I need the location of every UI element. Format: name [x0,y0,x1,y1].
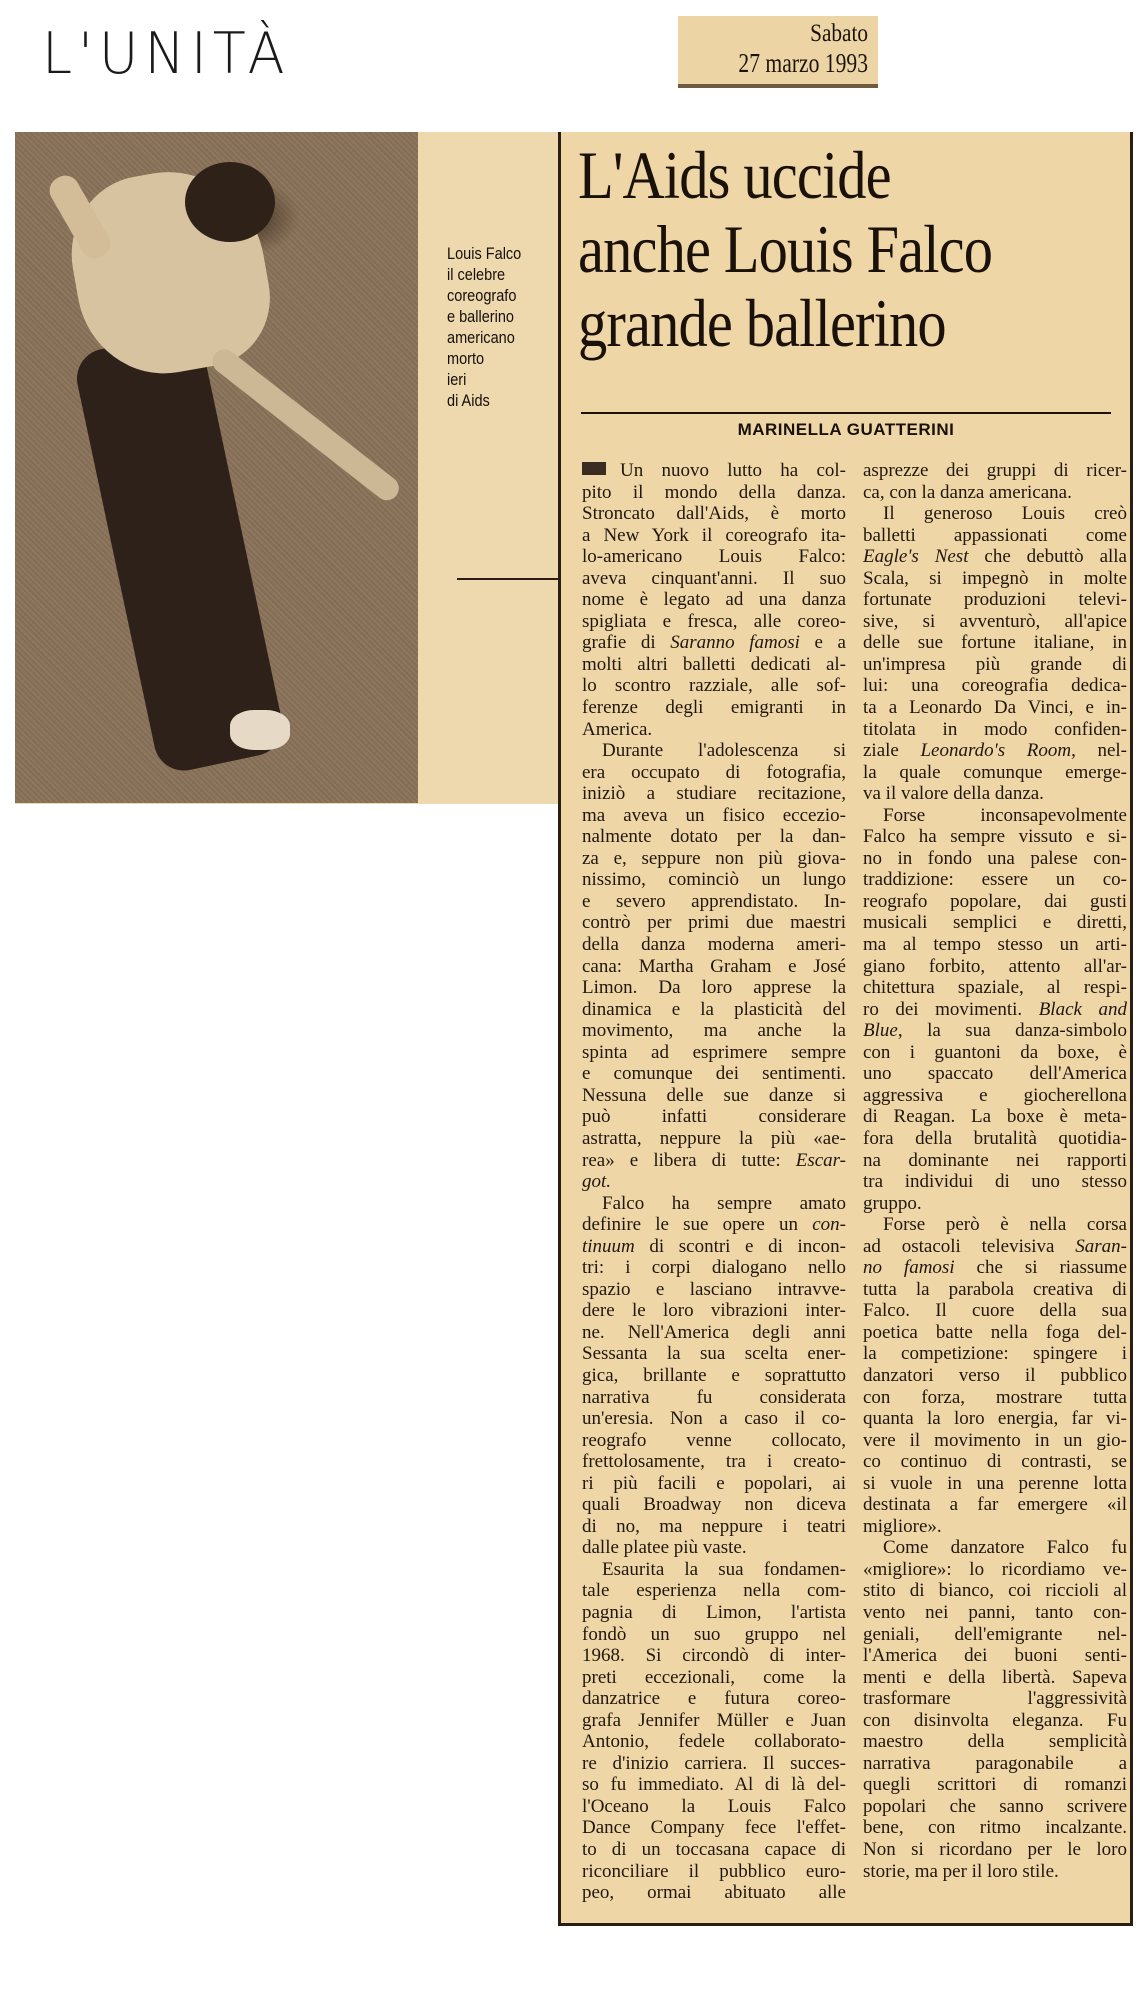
article-text-line: era occupato di fotografia, [582,761,846,783]
caption-line: morto [447,350,485,368]
article-text-line: migliore». [863,1515,942,1537]
article-text-line: grafa Jennifer Müller e Juan [582,1709,846,1731]
article-text-line: danzatori verso il pubblico [863,1364,1127,1386]
article-text-line: traddizione: essere un co- [863,869,1127,891]
article-text-line: movimento, ma anche la [582,1020,846,1042]
article-text-line: un'eresia. Non a caso il co- [582,1408,846,1430]
italic-title: Black and [1038,998,1127,1020]
article-text-line: di no, ma neppure i teatri [582,1515,846,1537]
article-text-line: spigliata e fresca, alle coreo- [582,610,846,632]
article-text-line: Falco. Il cuore della sua [863,1300,1127,1322]
date-clipping [678,16,878,88]
article-text-line: aveva cinquant'anni. Il suo [582,567,846,589]
article-text-line: menti e della libertà. Sapeva [863,1666,1127,1688]
italic-title: got. [582,1171,612,1193]
article-text-line: un'impresa più grande di [863,653,1127,675]
article-text-line: «migliore»: lo ricordiamo ve- [863,1558,1127,1580]
article-text-line: destinata a far emergere «il [863,1494,1127,1516]
article-text-line: con disinvolta eleganza. Fu [863,1709,1127,1731]
article-text-line: popolari che sanno scrivere [863,1795,1127,1817]
article-text-line: reografo popolare, dai gusti [863,890,1127,912]
italic-title: Escar- [795,1149,846,1171]
article-text-line: maestro della semplicità [863,1731,1127,1753]
article-text-line: rea» e libera di tutte: Escar- [582,1149,846,1171]
italic-title: tinuum [582,1235,635,1257]
headline-divider [581,412,1111,414]
article-text-line: con i guantoni da boxe, è [863,1041,1127,1063]
article-text-line: na dominante nei rapporti [863,1149,1127,1171]
article-text-line: delle sue fortune italiane, in [863,632,1127,654]
article-text-line: frettolosamente, tra i creato- [582,1451,846,1473]
lead-square-icon [582,462,606,475]
article-text-line: sive, si avventurò, all'apice [863,610,1127,632]
article-column-right [863,460,1127,1882]
caption-line: ieri [447,371,467,389]
article-text-line: ma aveva un fisico eccezio- [582,804,846,826]
article-text-line: Il generoso Louis creò [883,503,1127,525]
article-text-line: co continuo di contrasti, se [863,1451,1127,1473]
article-text-line: preti eccezionali, come la [582,1666,846,1688]
article-text-line: quegli scrittori di romanzi [863,1774,1127,1796]
article-text-line: bene, con ritmo incalzante. [863,1817,1127,1839]
article-text-line: ri più facili e popolari, ai [582,1472,846,1494]
article-text-line: so fu immediato. Al di là del- [582,1774,846,1796]
article-text-line: tutta la parabola creativa di [863,1278,1127,1300]
caption-line: il celebre [447,266,506,284]
headline-line: grande ballerino [578,285,946,361]
article-text-line: Forse inconsapevolmente [883,804,1127,826]
article-text-line: giano forbito, attento all'ar- [863,955,1127,977]
article-text-line: iniziò a studiare recitazione, [582,783,846,805]
italic-title: Eagle's Nest [863,546,969,568]
article-text-line: fora della brutalità quotidia- [863,1127,1127,1149]
article-text-line: di Reagan. La boxe è meta- [863,1106,1127,1128]
article-text-line: ro dei movimenti. Black and [863,998,1127,1020]
article-text-line: musicali semplici e diretti, [863,912,1127,934]
article-text-line: la competizione: spingere i [863,1343,1127,1365]
article-text-line: dere le loro vibrazioni inter- [582,1300,846,1322]
article-text-line: la quale comunque emerge- [863,761,1127,783]
article-text-line: gruppo. [863,1192,922,1214]
article-text-line: fondò un suo gruppo nel [582,1623,846,1645]
article-text-line: può infatti considerare [582,1106,846,1128]
article-text-line: ta a Leonardo Da Vinci, e in- [863,697,1127,719]
article-text-line: storie, ma per il loro stile. [863,1860,1059,1882]
article-text-line: reografo venne collocato, [582,1429,846,1451]
article-text-line: Sessanta la sua scelta ener- [582,1343,846,1365]
article-text-line: Scala, si impegnò in molte [863,567,1127,589]
article-text-line: re d'inizio carriera. Il succes- [582,1752,846,1774]
article-text-line: tra individui di uno stesso [863,1171,1127,1193]
italic-title: con- [812,1214,846,1236]
article-text-line: va il valore della danza. [863,783,1044,805]
date-full: 27 marzo 1993 [738,48,868,78]
article-text-line: lui: una coreografia dedica- [863,675,1127,697]
article-text-line: a New York il coreografo ita- [582,524,846,546]
article-text-line: vere il movimento in un gio- [863,1429,1127,1451]
article-text-line: Eagle's Nest che debuttò alla [863,546,1127,568]
article-text-line: poetica batte nella foga del- [863,1321,1127,1343]
article-text-line: gica, brillante e soprattutto [582,1364,846,1386]
article-text-line: balletti appassionati come [863,524,1127,546]
dancer-photo [15,132,418,803]
italic-title: Leonardo's Room [920,740,1072,762]
article-text-line: pagnia di Limon, l'artista [582,1601,846,1623]
date-day: Sabato [810,20,868,47]
article-text-line: fortunate produzioni televi- [863,589,1127,611]
article-text-line: cana: Martha Graham e José [582,955,846,977]
headline-line: anche Louis Falco [578,211,993,287]
article-text-line: geniali, dell'emigrante nel- [863,1623,1127,1645]
article-text-line: astratta, neppure la più «ae- [582,1127,846,1149]
article-text-line: Blue, la sua danza-simbolo [863,1020,1127,1042]
article-text-line: trasformare l'aggressività [863,1688,1127,1710]
article-text-line: l'Oceano la Louis Falco [582,1795,846,1817]
article-text-line: peo, ormai abituato alle [582,1882,846,1904]
article-text-line: Esaurita la sua fondamen- [602,1558,846,1580]
article-text-line: Antonio, fedele collaborato- [582,1731,846,1753]
article-text-line: aggressiva e giocherellona [863,1084,1127,1106]
article-text-line: stito di bianco, coi riccioli al [863,1580,1127,1602]
article-text-line: dinamica e la plasticità del [582,998,846,1020]
handwritten-source-label: L'UNITÀ [42,20,291,87]
article-text-line: Come danzatore Falco fu [883,1537,1127,1559]
article-clipping [558,132,1133,1926]
photo-figure-extended-arm [208,345,404,506]
article-text-line: lo scontro razziale, alle sof- [582,675,846,697]
article-text-line: titolata in modo confiden- [863,718,1127,740]
article-text-line: nome è legato ad una danza [582,589,846,611]
caption-line: e ballerino [447,308,515,326]
article-text-line: e comunque dei sentimenti. [582,1063,846,1085]
headline-line: L'Aids uccide [578,137,891,213]
caption-line: Louis Falco [447,245,522,263]
article-text-line: Durante l'adolescenza si [602,740,846,762]
article-text-line: Falco ha sempre vissuto e si- [863,826,1127,848]
article-text-line: Limon. Da loro apprese la [582,977,846,999]
italic-title: no famosi [863,1257,955,1279]
article-text-line: e severo apprendistato. In- [582,890,846,912]
article-text-line: vento nei panni, tanto con- [863,1601,1127,1623]
article-text-line: tri: i corpi dialogano nello [582,1257,846,1279]
article-text-line: contrò per primi due maestri [582,912,846,934]
article-text-line: l'America dei buoni senti- [863,1645,1127,1667]
article-text-line: Falco ha sempre amato [602,1192,846,1214]
article-text-line [582,1171,846,1193]
article-text-line: Stroncato dall'Aids, è morto [582,503,846,525]
article-text-line: quanta la loro energia, far vi- [863,1408,1127,1430]
article-text-line: Nessuna delle sue danze si [582,1084,846,1106]
article-text-line: lo-americano Louis Falco: [582,546,846,568]
article-text-line: Dance Company fece l'effet- [582,1817,846,1839]
article-text-line: ca, con la danza americana. [863,481,1072,503]
caption-divider [457,578,560,580]
article-text-line: grafie di Saranno famosi e a [582,632,846,654]
article-text-line: uno spaccato dell'America [863,1063,1127,1085]
headline [578,138,1128,360]
article-text-line: spinta ad esprimere sempre [582,1041,846,1063]
article-text-line: riconciliare il pubblico euro- [582,1860,846,1882]
photo-figure-feet [230,710,290,750]
article-text-line: ferenze degli emigranti in [582,697,846,719]
article-text-line: spazio e lasciano intravve- [582,1278,846,1300]
article-text-line: narrativa fu considerata [582,1386,846,1408]
caption-line: di Aids [447,392,490,410]
article-text-line: ziale Leonardo's Room, nel- [863,740,1127,762]
photo-caption [447,244,544,412]
article-text-line: to di un toccasana capace di [582,1839,846,1860]
photo-figure-head [185,162,275,242]
article-text-line: no famosi che si riassume [863,1257,1127,1279]
article-text-line: tale esperienza nella com- [582,1580,846,1602]
caption-line: coreografo [447,287,517,305]
article-text-line: asprezze dei gruppi di ricer- [863,460,1127,481]
article-text-line: tinuum di scontri e di incon- [582,1235,846,1257]
article-text-line: Non si ricordano per le loro [863,1839,1127,1860]
italic-title: Saranno famosi [670,632,800,654]
byline: MARINELLA GUATTERINI [737,420,955,439]
article-text-line: 1968. Si circondò di inter- [582,1645,846,1667]
article-text-line: pito il mondo della danza. [582,481,846,503]
article-text-line: con forza, mostrare tutta [863,1386,1127,1408]
article-text-line: America. [582,718,653,740]
article-text-line: ad ostacoli televisiva Saran- [863,1235,1127,1257]
caption-line: americano [447,329,515,347]
article-text-line: chitettura spaziale, al respi- [863,977,1127,999]
article-text-line: della danza moderna ameri- [582,934,846,956]
article-text-line: narrativa paragonabile a [863,1752,1127,1774]
article-text-line: si vuole in una perenne lotta [863,1472,1127,1494]
italic-title: Saran- [1075,1235,1127,1257]
article-text-line: Un nuovo lutto ha col- [582,460,846,482]
article-column-left [582,460,846,1904]
article-text-line: molti altri balletti dedicati al- [582,653,846,675]
article-text-line: dalle platee più vaste. [582,1537,747,1559]
article-text-line: ma al tempo stesso un arti- [863,934,1127,956]
article-text-line: ne. Nell'America degli anni [582,1321,846,1343]
article-text-line: Forse però è nella corsa [883,1214,1127,1236]
article-text-line: no in fondo una palese con- [863,847,1127,869]
article-text-line: danzatrice e futura coreo- [582,1688,846,1710]
article-text-line: nissimo, cominciò un lungo [582,869,846,891]
article-text-line: definire le sue opere un con- [582,1214,846,1236]
article-text-line: quali Broadway non diceva [582,1494,846,1516]
article-text-line: za e, seppure non più giova- [582,847,846,869]
article-text-line: nalmente dotato per la dan- [582,826,846,848]
italic-title: Blue [863,1020,898,1042]
